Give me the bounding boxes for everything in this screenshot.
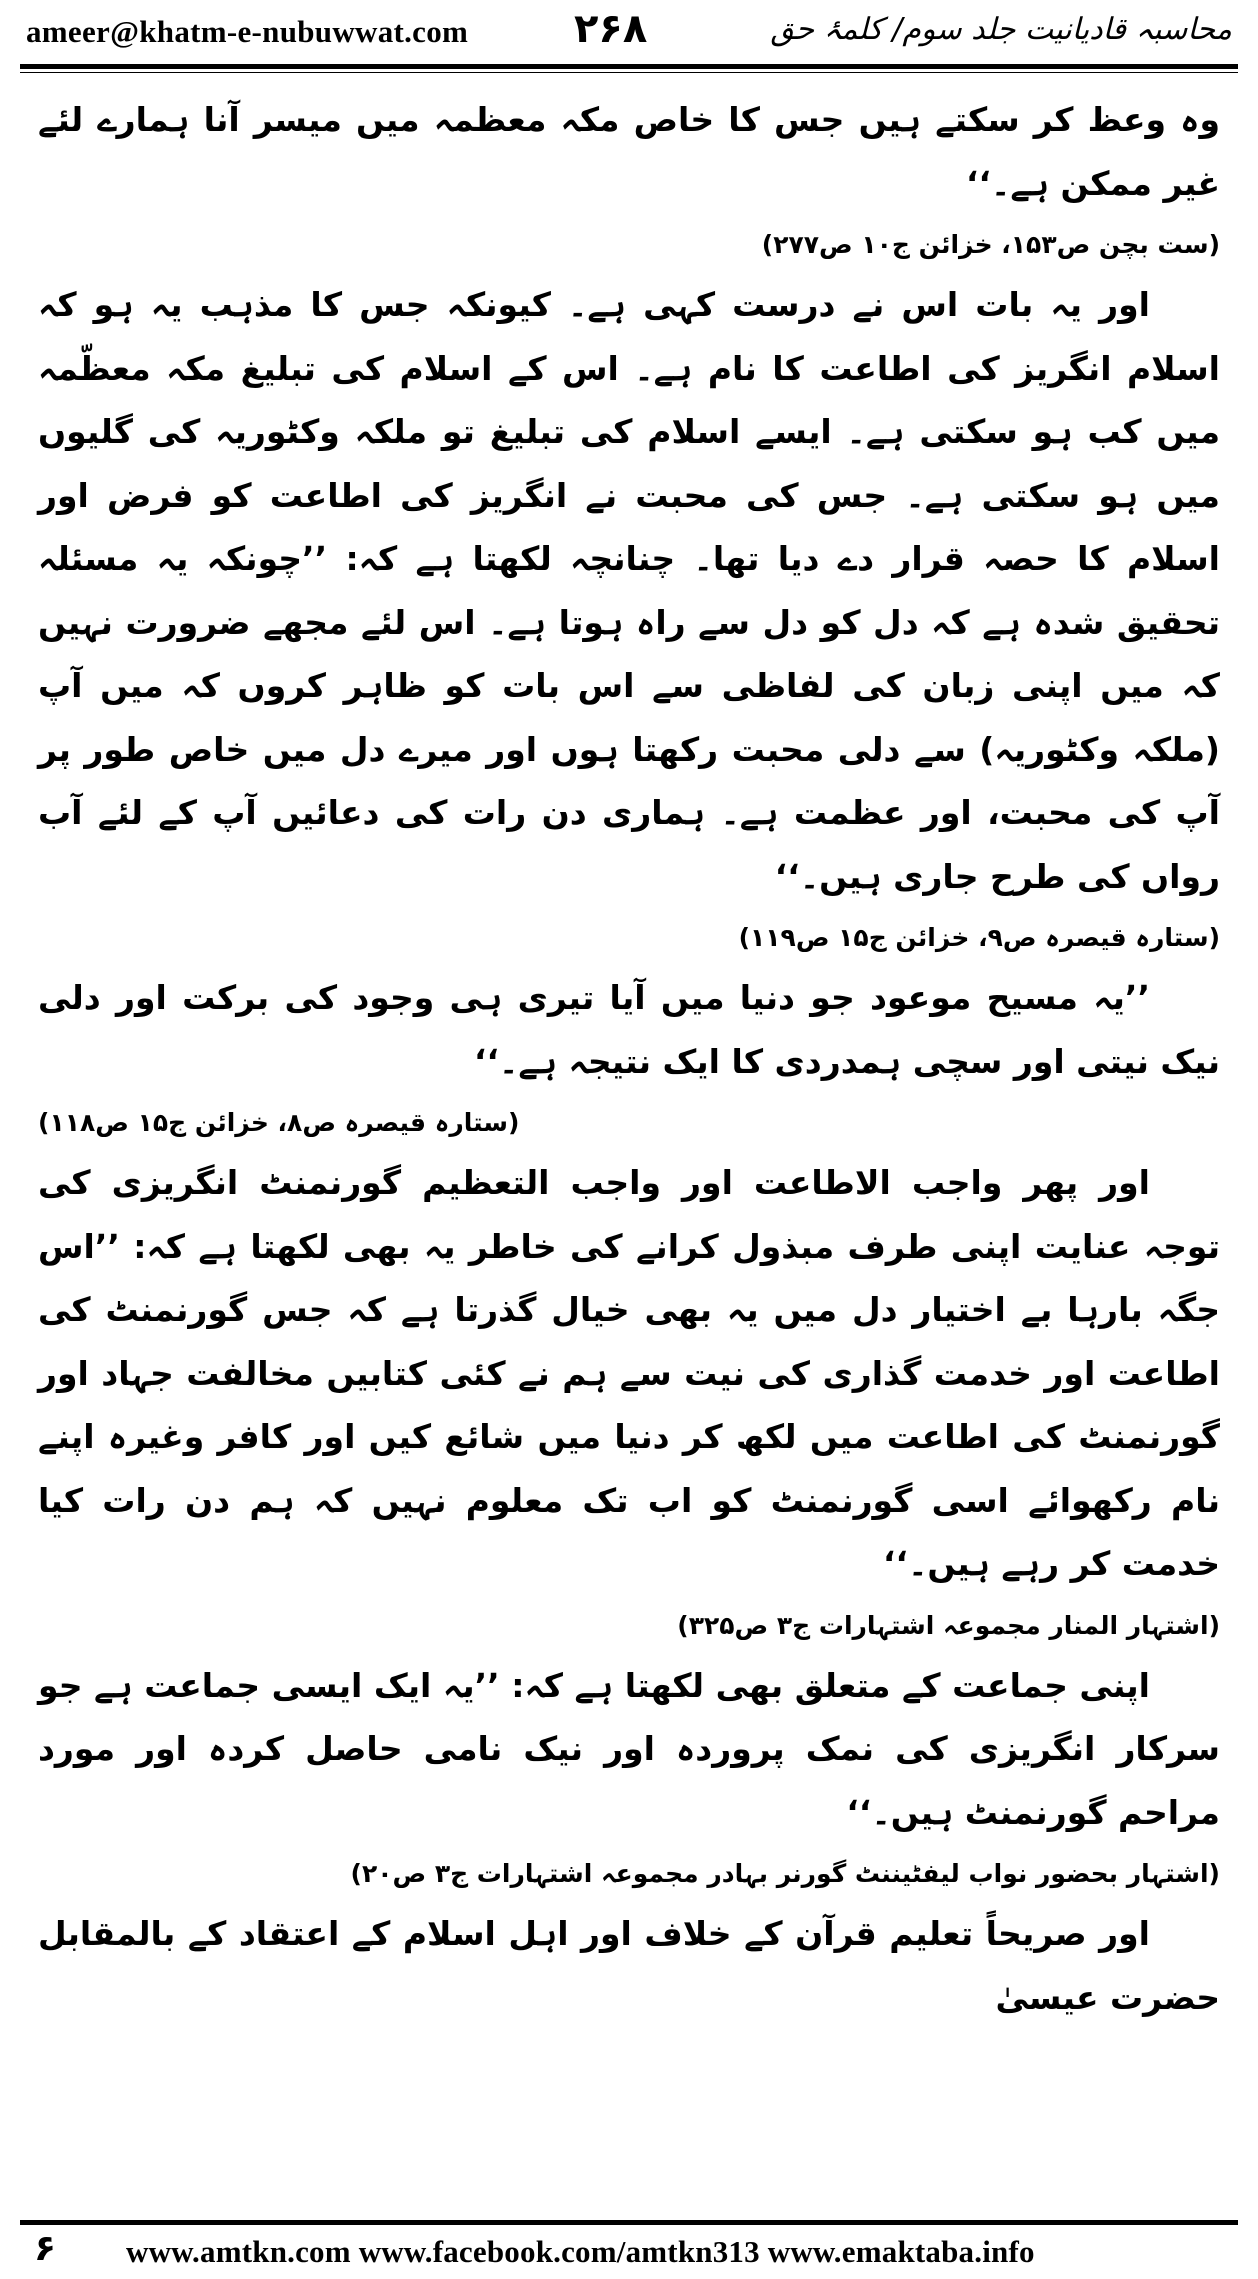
citation-4: (اشتہار المنار مجموعہ اشتہارات ج۳ ص۳۲۵)	[677, 1610, 1220, 1640]
paragraph-2: اور یہ بات اس نے درست کہی ہے۔ کیونکہ جس کا مذہب یہ ہو کہ اسلام انگریز کی اطاعت کا نام ہے۔ اس کے اسلام کی تبلیغ مکہ معظّمہ میں کب ہو سکتی ہے۔ ایسے اسلام کی تبلیغ تو ملکہ وکٹوریہ کی گلیوں میں ہو سکتی ہے۔ جس کی محبت نے انگریز کی اطاعت کو فرض اور اسلام کا حصہ قرار دے دیا تھا۔ چنانچہ لکھتا ہے کہ: ’’چونکہ یہ مسئلہ تحقیق شدہ ہے کہ دل کو دل سے راہ ہوتا ہے۔ اس لئے مجھے ضرورت نہیں کہ میں اپنی زبان کی لفاظی سے اس بات کو ظاہر کروں کہ میں آپ (ملکہ وکٹوریہ) سے دلی محبت رکھتا ہوں اور میرے دل میں خاص طور پر آپ کی محبت، اور عظمت ہے۔ ہماری دن رات کی دعائیں آپ کے لئے آب رواں کی طرح جاری ہیں۔‘‘	[38, 285, 1220, 896]
citation-5: (اشتہار بحضور نواب لیفٹیننٹ گورنر بہادر مجموعہ اشتہارات ج۳ ص۲۰)	[350, 1859, 1220, 1888]
header-rule-thin	[20, 72, 1238, 73]
footer-rule	[20, 2220, 1238, 2225]
page-body	[38, 88, 1220, 2188]
paragraph-4: اور پھر واجب الاطاعت اور واجب التعظیم گورنمنٹ انگریزی کی توجہ عنایت اپنی طرف مبذول کرانے کی خاطر یہ بھی لکھتا ہے کہ: ’’اس جگہ بارہا بے اختیار دل میں یہ بھی خیال گذرتا ہے کہ جس گورنمنٹ کی اطاعت اور خدمت گذاری کی نیت سے ہم نے کئی کتابیں مخالفت جہاد اور گورنمنٹ کی اطاعت میں لکھ کر دنیا میں شائع کیں اور کافر وغیرہ اپنے نام رکھوائے اسی گورنمنٹ کو اب تک معلوم نہیں کہ ہم دن رات کیا خدمت کر رہے ہیں۔‘‘	[38, 1163, 1220, 1583]
paragraph-3: ’’یہ مسیح موعود جو دنیا میں آیا تیری ہی وجود کی برکت اور دلی نیک نیتی اور سچی ہمدردی کا ایک نتیجہ ہے۔‘‘	[38, 978, 1220, 1081]
paragraph-1: وہ وعظ کر سکتے ہیں جس کا خاص مکہ معظمہ میں میسر آنا ہمارے لئے غیر ممکن ہے۔‘‘	[38, 100, 1220, 203]
header-page-number: ۲۶۸	[574, 6, 648, 52]
paragraph-5: اپنی جماعت کے متعلق بھی لکھتا ہے کہ: ’’یہ ایک ایسی جماعت ہے جو سرکار انگریزی کی نمک پروردہ اور نیک نامی حاصل کردہ اور مورد مراحم گورنمنٹ ہیں۔‘‘	[38, 1665, 1220, 1832]
citation-1: (ست بچن ص۱۵۳، خزائن ج۱۰ ص۲۷۷)	[761, 230, 1220, 259]
paragraph-6: اور صریحاً تعلیم قرآن کے خلاف اور اہل اسلام کے اعتقاد کے بالمقابل حضرت عیسیٰ	[38, 1914, 1220, 2017]
citation-2: (ستارہ قیصرہ ص۹، خزائن ج۱۵ ص۱۱۹)	[738, 923, 1220, 952]
header-rule	[20, 64, 1238, 69]
citation-3: (ستارہ قیصرہ ص۸، خزائن ج۱۵ ص۱۱۸)	[38, 1108, 520, 1137]
page-footer	[0, 2212, 1258, 2279]
footer-page-number: ۶	[34, 2228, 56, 2269]
header-book-title: محاسبہ قادیانیت جلد سوم/ کلمۂ حق	[770, 12, 1232, 47]
page-header	[0, 0, 1258, 60]
header-email[interactable]: ameer@khatm-e-nubuwwat.com	[26, 14, 469, 49]
footer-links[interactable]: www.amtkn.com www.facebook.com/amtkn313 www.emaktaba.info	[126, 2234, 1035, 2269]
